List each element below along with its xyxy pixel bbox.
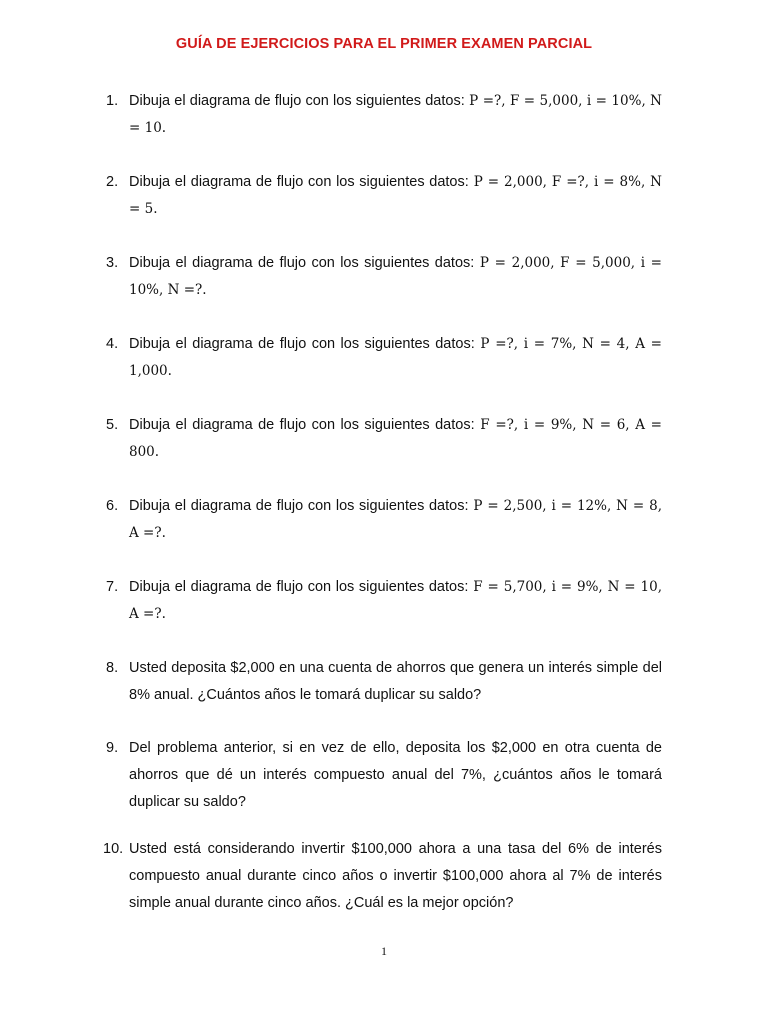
exercise-math: P = 2,000, F =?, i = 8%, N = 5. — [129, 174, 662, 217]
exercise-item — [106, 88, 662, 142]
exercise-number: 2. — [106, 174, 119, 190]
exercise-math: F = 5,700, i = 9%, N = 10, A =?. — [129, 579, 662, 622]
exercise-math: P =?, i = 7%, N = 4, A = 1,000. — [129, 336, 662, 379]
exercise-text: Dibuja el diagrama de flujo con los siguientes datos: — [129, 498, 469, 514]
exercise-math: P = 2,000, F = 5,000, i = 10%, N =?. — [129, 255, 662, 298]
exercise-number: 10. — [103, 841, 124, 857]
exercise-item — [106, 412, 662, 466]
exercise-text-block — [129, 250, 662, 304]
exercise-math: P =?, F = 5,000, i = 10%, N = 10. — [129, 93, 662, 136]
exercise-item — [106, 250, 662, 304]
exercise-number: 9. — [106, 740, 119, 756]
exercise-item — [106, 735, 662, 816]
exercise-text-block — [129, 574, 662, 628]
exercise-item — [106, 169, 662, 223]
page-title: GUÍA DE EJERCICIOS PARA EL PRIMER EXAMEN PARCIAL — [175, 36, 593, 52]
exercise-number: 8. — [106, 660, 119, 676]
exercise-text: Dibuja el diagrama de flujo con los siguientes datos: — [129, 174, 469, 190]
exercise-text-block — [129, 169, 662, 223]
exercise-text-block — [129, 412, 662, 466]
exercise-text: Usted está considerando invertir $100,000 ahora a una tasa del 6% de interés compuesto anual durante cinco años o invertir $100,000 ahora al 7% de interés simple anual durante cinco años. ¿Cuál es la mejor opción? — [129, 841, 662, 911]
exercise-text: Dibuja el diagrama de flujo con los siguientes datos: — [129, 255, 475, 271]
exercise-number: 3. — [106, 255, 119, 271]
exercise-math: P = 2,500, i = 12%, N = 8, A =?. — [129, 498, 662, 541]
exercise-text-block — [129, 493, 662, 547]
exercise-text: Dibuja el diagrama de flujo con los siguientes datos: — [129, 336, 475, 352]
exercise-number: 7. — [106, 579, 119, 595]
exercise-text: Dibuja el diagrama de flujo con los siguientes datos: — [129, 579, 469, 595]
exercise-math: F =?, i = 9%, N = 6, A = 800. — [129, 417, 662, 460]
exercise-item — [106, 331, 662, 385]
page-number: 1 — [381, 944, 387, 958]
exercise-item — [106, 655, 662, 709]
exercise-text: Dibuja el diagrama de flujo con los siguientes datos: — [129, 417, 475, 433]
exercise-number: 6. — [106, 498, 119, 514]
exercise-number: 1. — [106, 93, 119, 109]
exercise-number: 5. — [106, 417, 119, 433]
exercise-item — [106, 574, 662, 628]
exercise-item — [106, 493, 662, 547]
exercise-text-block — [129, 331, 662, 385]
exercise-item — [103, 836, 662, 917]
exercise-text: Del problema anterior, si en vez de ello, deposita los $2,000 en otra cuenta de ahorros que dé un interés compuesto anual del 7%, ¿cuántos años le tomará duplicar su saldo? — [129, 740, 662, 810]
exercise-text: Usted deposita $2,000 en una cuenta de ahorros que genera un interés simple del 8% anual. ¿Cuántos años le tomará duplicar su saldo? — [129, 660, 662, 703]
exercise-text: Dibuja el diagrama de flujo con los siguientes datos: — [129, 93, 465, 109]
exercise-text-block — [129, 88, 662, 142]
exercise-number: 4. — [106, 336, 119, 352]
